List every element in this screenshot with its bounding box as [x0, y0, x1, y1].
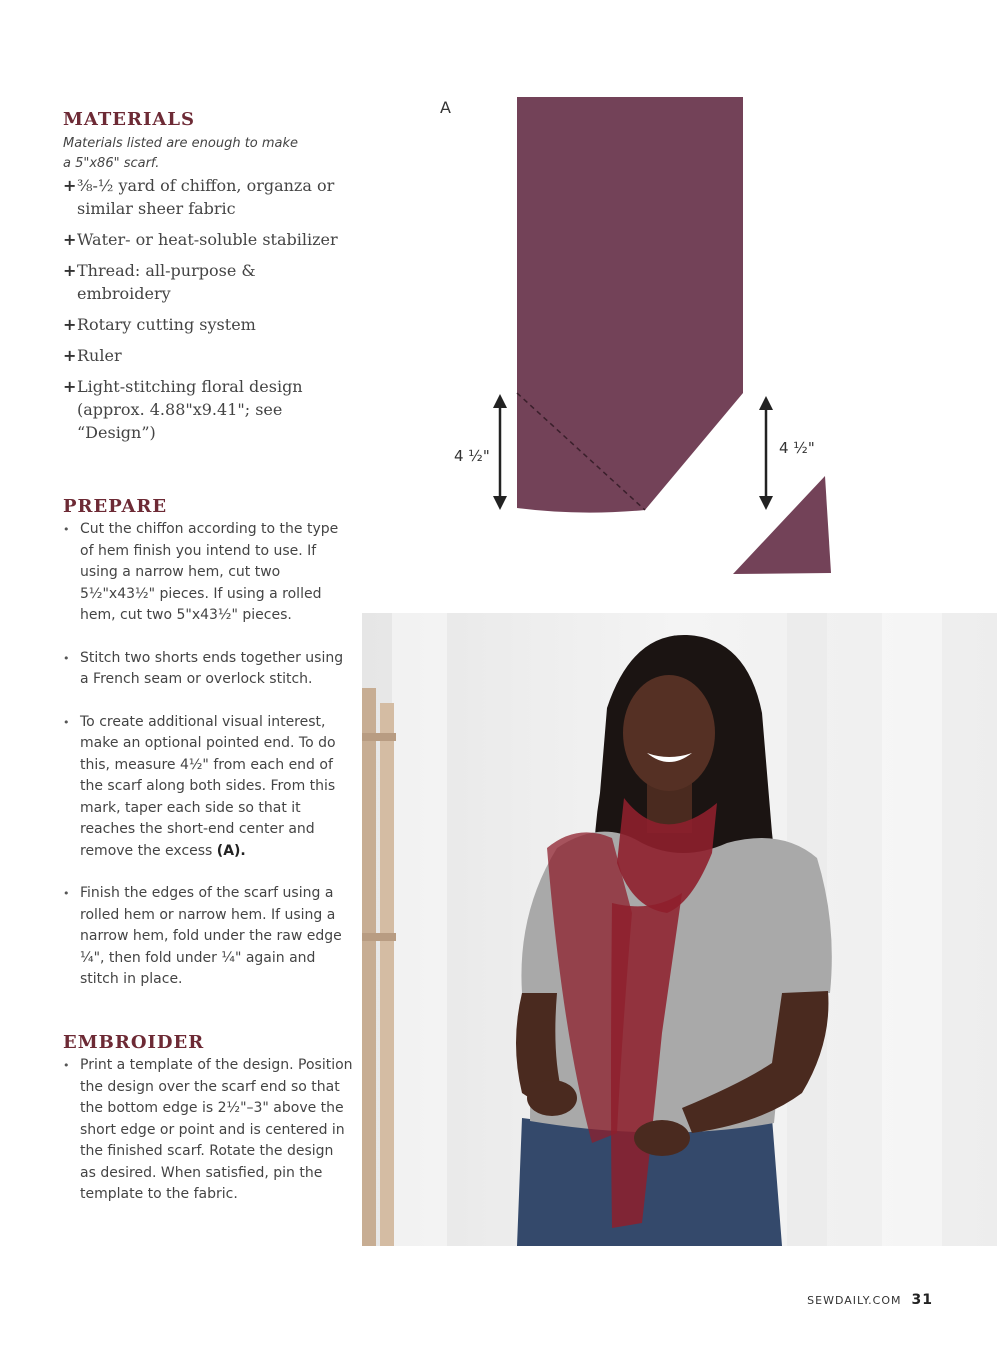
page-number: 31: [911, 1292, 933, 1308]
plus-icon: +: [63, 377, 77, 396]
materials-section: [63, 108, 353, 452]
left-measure-arrow: [493, 394, 507, 510]
right-measure-arrow: [759, 396, 773, 510]
diagram-label: A: [440, 98, 451, 117]
materials-heading: MATERIALS: [63, 109, 196, 130]
prepare-step: • Finish the edges of the scarf using a rolled hem or narrow hem. If using a narrow hem, fold under the raw edge ¼", then fold under ¼" again and stitch in place.: [63, 883, 353, 991]
plus-icon: +: [63, 261, 77, 280]
materials-list: [63, 174, 353, 444]
materials-item: +Ruler: [63, 346, 122, 365]
embroider-step: • Print a template of the design. Position the design over the scarf end so that the bottom edge is 2½"–3" above the short edge or point and is centered in the finished scarf. Rotate the design as desired. When satisfied, pin the template to the fabric.: [63, 1055, 353, 1206]
face: [623, 675, 715, 791]
prepare-heading: PREPARE: [63, 496, 168, 517]
right-measure-label: 4 ½": [779, 439, 815, 457]
materials-item: +Thread: all-purpose & embroidery: [63, 261, 256, 303]
materials-intro-line2: a 5"x86" scarf.: [63, 156, 160, 171]
prepare-steps: [63, 519, 353, 991]
plus-icon: +: [63, 176, 77, 195]
embroider-steps: [63, 1055, 353, 1206]
materials-item: +⅜-½ yard of chiffon, organza or similar sheer fabric: [63, 176, 335, 218]
plus-icon: +: [63, 346, 77, 365]
materials-intro: [63, 134, 353, 174]
scarf-end-shape: [517, 97, 743, 513]
removed-triangle: [733, 476, 831, 574]
footer-site: SEWDAILY.COM: [807, 1294, 902, 1307]
materials-item: +Rotary cutting system: [63, 315, 256, 334]
embroider-heading: EMBROIDER: [63, 1032, 205, 1053]
prepare-step: • Cut the chiffon according to the type of hem finish you intend to use. If using a narrow hem, cut two 5½"x43½" pieces. If using a rolled hem, cut two 5"x43½" pieces.: [63, 519, 353, 627]
prepare-step: • Stitch two shorts ends together using a French seam or overlock stitch.: [63, 648, 353, 691]
materials-item: +Water- or heat-soluble stabilizer: [63, 230, 338, 249]
materials-item: +Light-stitching floral design (approx. 4.88"x9.41"; see “Design”): [63, 377, 303, 442]
plus-icon: +: [63, 315, 77, 334]
figure-reference: (A).: [216, 842, 246, 859]
page-footer: [807, 1292, 933, 1308]
left-measure-label: 4 ½": [454, 447, 490, 465]
plus-icon: +: [63, 230, 77, 249]
model-photo: [362, 613, 997, 1246]
embroider-section: [63, 1031, 353, 1227]
prepare-section: [63, 495, 353, 1012]
materials-intro-line1: Materials listed are enough to make: [63, 136, 299, 151]
prepare-step: • To create additional visual interest, make an optional pointed end. To do this, measure 4½" from each end of the scarf along both sides. From this mark, taper each side so that it reaches the short-end center and remove the excess (A).: [63, 712, 353, 863]
pointed-end-diagram: [420, 88, 850, 588]
